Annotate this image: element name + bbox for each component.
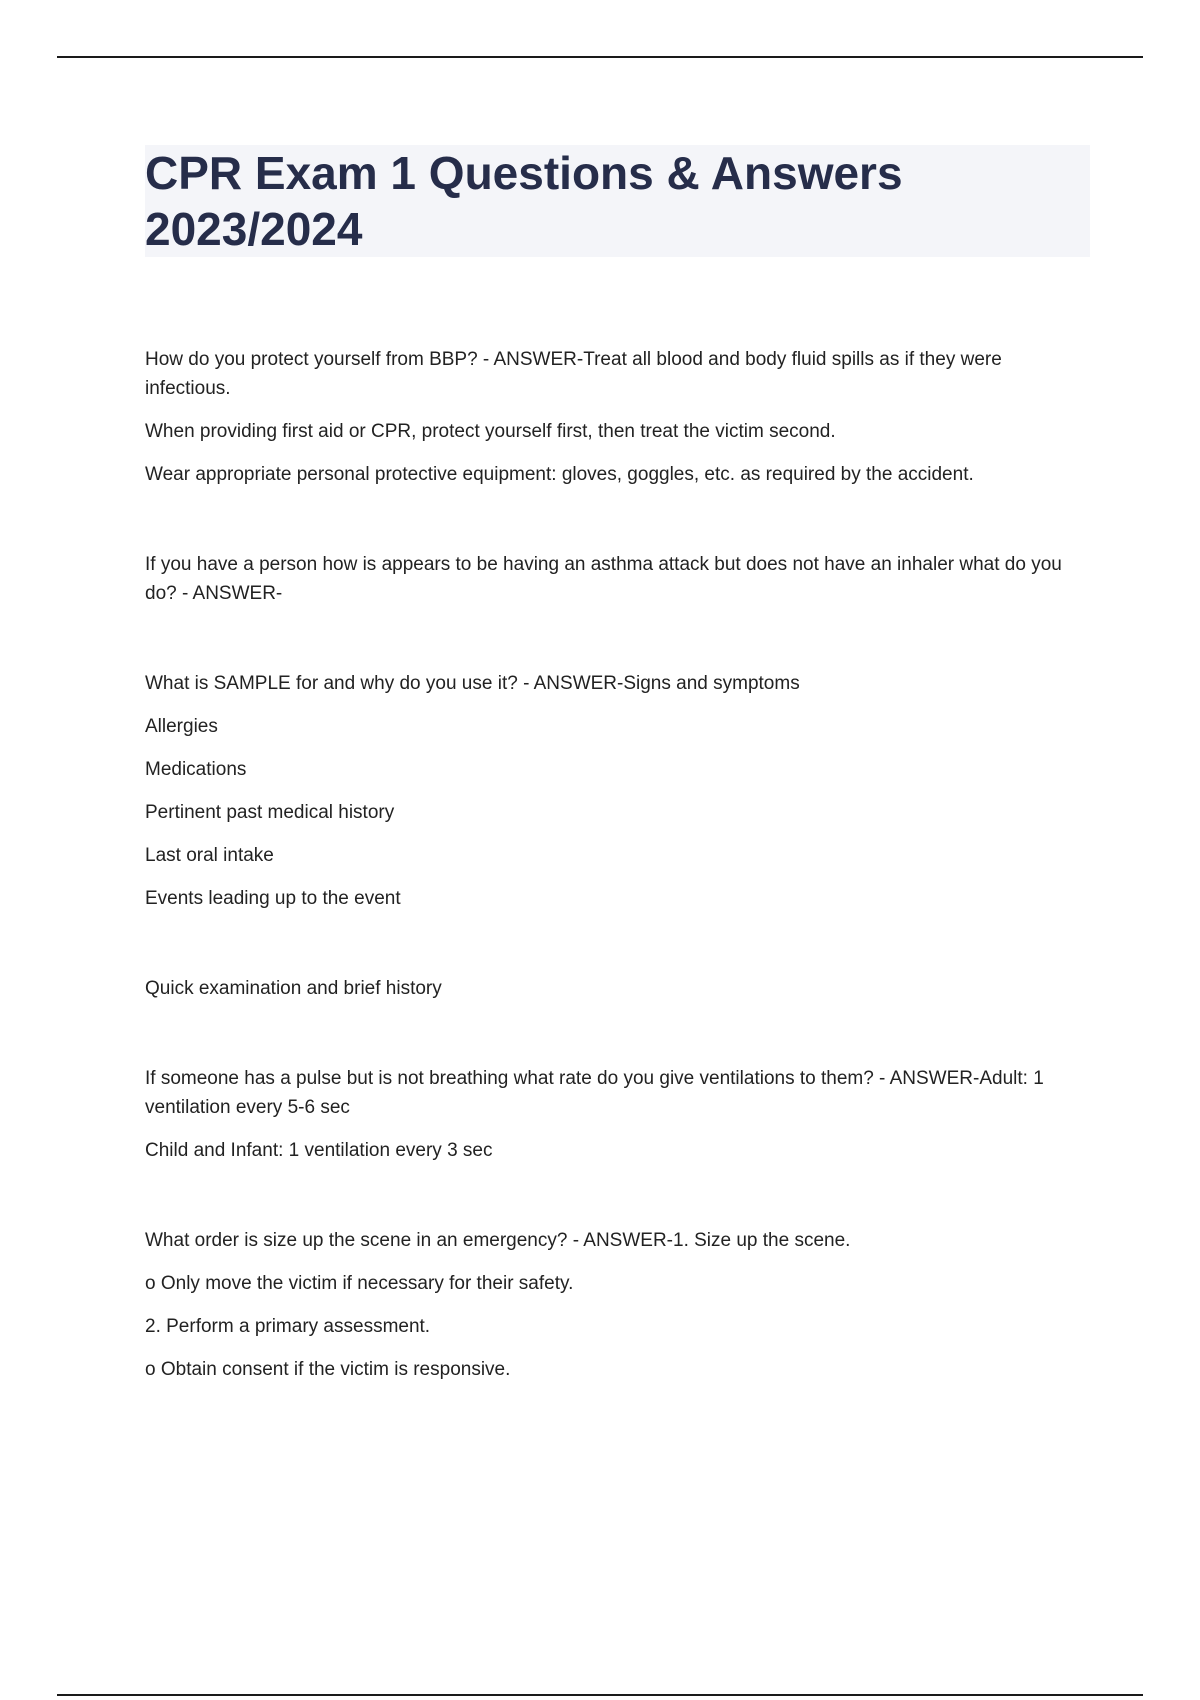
qa-ventilation-question: If someone has a pulse but is not breathing what rate do you give ventilations to them? - ANSWER-Adult: 1 ventilation every 5-6 sec	[145, 1068, 1044, 1118]
qa-sample-question: What is SAMPLE for and why do you use it? - ANSWER-Signs and symptoms	[145, 673, 800, 694]
sample-events: Events leading up to the event	[145, 888, 401, 909]
sample-medications: Medications	[145, 759, 247, 780]
qa-bbp-answer-line-3: Wear appropriate personal protective equipment: gloves, goggles, etc. as required by the accident.	[145, 464, 974, 485]
qa-bbp-answer-line-2: When providing first aid or CPR, protect yourself first, then treat the victim second.	[145, 421, 836, 442]
ventilation-child-infant: Child and Infant: 1 ventilation every 3 sec	[145, 1140, 493, 1161]
title-banner	[145, 145, 1090, 257]
document-body	[145, 345, 1090, 1384]
scene-step-2: 2. Perform a primary assessment.	[145, 1316, 431, 1337]
qa-bbp-question: How do you protect yourself from BBP? - ANSWER-Treat all blood and body fluid spills as if they were infectious.	[145, 349, 1002, 399]
qa-asthma-question: If you have a person how is appears to be having an asthma attack but does not have an inhaler what do you do? - ANSWER-	[145, 554, 1062, 604]
qa-scene-question: What order is size up the scene in an emergency? - ANSWER-1. Size up the scene.	[145, 1230, 851, 1251]
sample-history: Pertinent past medical history	[145, 802, 395, 823]
scene-step-1-note: o Only move the victim if necessary for their safety.	[145, 1273, 574, 1294]
scene-step-2-note: o Obtain consent if the victim is responsive.	[145, 1359, 511, 1380]
sample-last-intake: Last oral intake	[145, 845, 274, 866]
sample-summary: Quick examination and brief history	[145, 978, 442, 999]
bottom-rule	[57, 1694, 1143, 1696]
page-title: CPR Exam 1 Questions & Answers 2023/2024	[145, 147, 903, 255]
sample-allergies: Allergies	[145, 716, 218, 737]
top-rule	[57, 56, 1143, 58]
